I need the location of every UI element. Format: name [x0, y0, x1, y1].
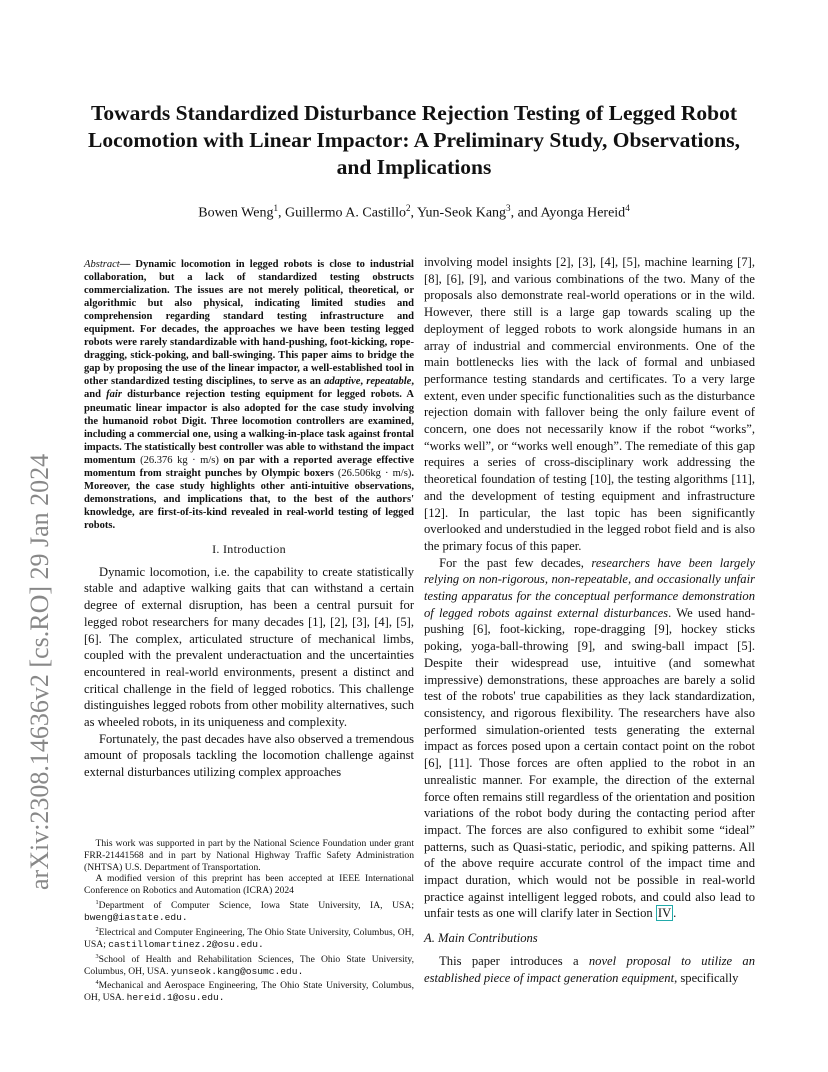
- author-list: Bowen Weng$^1$, Guillermo A. Castillo$^2$, Yun-Seok Kang$^3$, and Ayonga Hereid$^4$: [198, 203, 630, 221]
- affiliation-mark: 3: [506, 203, 511, 213]
- section-iv-link[interactable]: IV: [657, 906, 672, 921]
- right-paragraph-2: For the past few decades, researchers have been largely relying on non-rigorous, non-repeatable, and occasionally unfair testing apparatus for the conceptual performance demonstration of legged robots against external disturbances. We used hand-pushing [6], foot-kicking, rope-dragging [9], hockey sticks poking, yoga-ball-throwing [9], and swing-ball impact [5]. Despite their widespread use, intuitive (and somewhat impressive) demonstrations, these approaches are barely a solid test of the robots' true capabilities as they lack standardization, consistency, and rigorous flexibility. The researchers have also performed simulation-oriented tests generating the external impact as forces posed upon a certain contact point on the robot [6], [11]. Those forces are often applied to the robot in an unrealistic manner. For example, the direction of the external force often remains still regardless of the orientation and position variations of the robot body during the contacting period after impact. The forces are also configured to exhibit some “ideal” patterns, such as Quasi-static, periodic, and spiking patterns. All of the above require accurate control of the impact time and impact duration, which would not be possible in real-world practice against intelligent legged robots, and could also lead to unfair tests as one will clarify later in Section IV .: [424, 555, 756, 921]
- footnote-affiliation-3: $^3$School of Health and Rehabilitation Sciences, The Ohio State University, Columbus, OH, USA. yunseok.kang@osumc.edu.: [84, 952, 414, 977]
- abstract-label: Abstract: [84, 259, 120, 270]
- footnote-preprint: A modified version of this preprint has been accepted at IEEE International Conference on Robotics and Automation (ICRA) 2024: [84, 873, 414, 897]
- left-column: [84, 258, 414, 781]
- footnotes: [84, 838, 414, 1004]
- affiliation-mark: 4: [625, 203, 630, 213]
- intro-paragraph-1: Dynamic locomotion, i.e. the capability to create statistically stable and adaptive walking gaits that can withstand a certain degree of external disruption, has been a central pursuit for legged robot researchers for many decades [1], [2], [3], [4], [5], [6]. The complex, articulated structure of mechanical limbs, coupled with the prevalent underactuation and the uncertainties encountered in real-world environments, present a distinct and critical challenge in the field of legged robotics. This challenge distinguishes legged robots from other mobility alternatives, such as wheeled robots, in its uniqueness and complexity.: [84, 564, 414, 730]
- abstract: Abstract— Dynamic locomotion in legged robots is close to industrial collaboration, but a lack of standardized testing obstructs commercialization. The issues are not merely political, theoretical, or algorithmic but also physical, indicating limited studies and comprehension regarding standard testing infrastructure and equipment. For decades, the approaches we have been testing legged robots were rarely standardizable with hand-pushing, foot-kicking, rope-dragging, stick-poking, and ball-swinging. This paper aims to bridge the gap by proposing the use of the linear impactor, a well-established tool in other standardized testing disciplines, to serve as an adaptive, repeatable, and fair disturbance rejection testing equipment for legged robots. A pneumatic linear impactor is also adopted for the case study involving the humanoid robot Digit. Three locomotion controllers are examined, including a commercial one, using a walking-in-place task against frontal impacts. The statistically best controller was able to withstand the impact momentum (26.376 kg · m/s) on par with a reported average effective momentum from straight punches by Olympic boxers (26.506kg · m/s). Moreover, the case study highlights other anti-intuitive observations, demonstrations, and implications that, to the best of the authors' knowledge, are first-of-its-kind revealed in real-world testing of legged robots.: [84, 259, 414, 531]
- footnote-affiliation-2: $^2$Electrical and Computer Engineering, The Ohio State University, Columbus, OH, USA; castillomartinez.2@osu.edu.: [84, 925, 414, 950]
- author-name: Bowen Weng: [198, 205, 274, 221]
- right-column: [424, 254, 755, 986]
- intro-paragraph-2: Fortunately, the past decades have also observed a tremendous amount of proposals tackling the locomotion challenge against external disturbances utilizing complex approaches: [84, 731, 414, 780]
- arxiv-stamp: arXiv:2308.14636v2 [cs.RO] 29 Jan 2024: [25, 453, 54, 890]
- author-name: Guillermo A. Castillo: [285, 205, 406, 221]
- arxiv-stamp-area: [20, 290, 60, 890]
- footnote-funding: This work was supported in part by the National Science Foundation under grant FRR-21441568 and in part by National Highway Traffic Safety Administration (NHTSA) U.S. Department of Transportation.: [84, 838, 414, 873]
- footnote-affiliation-1: $^1$Department of Computer Science, Iowa State University, IA, USA; bweng@iastate.edu.: [84, 898, 414, 923]
- footnote-affiliation-4: $^4$Mechanical and Aerospace Engineering, The Ohio State University, Columbus, OH, USA. hereid.1@osu.edu.: [84, 979, 414, 1004]
- affiliation-mark: 2: [405, 203, 411, 213]
- right-paragraph-3: This paper introduces a novel proposal to utilize an established piece of impact generation equipment, specifically: [424, 953, 755, 985]
- author-name: Yun-Seok Kang: [417, 205, 507, 221]
- section-heading-introduction: I. Introduction: [212, 541, 286, 556]
- author-name: Ayonga Hereid: [540, 205, 626, 221]
- subsection-heading-main-contributions: A. Main Contributions: [424, 931, 538, 946]
- paper-title: Towards Standardized Disturbance Rejection Testing of Legged Robot Locomotion with Linear Impactor: A Preliminary Study, Observations, and Implications: [88, 101, 740, 179]
- affiliation-mark: 1: [273, 203, 279, 213]
- right-paragraph-1: involving model insights [2], [3], [4], [5], machine learning [7], [8], [6], [9], and various combinations of the two. Many of the proposals also demonstrate real-world operations or in the wild. However, there still is a large gap towards scaling up the deployment of legged robots to work alongside humans in an array of industrial and commercial environments. One of the main bottlenecks lies with the lack of formal and unbiased performance testing standards and certificates. To a very large extent, even under specific functionalities such as the disturbance rejection domain with fallover being the only failure event of concern, one does not necessarily know if the robot “works”, “works well”, or “works well enough”. The remediate of this gap requires a series of cross-disciplinary work addressing the theoretical foundation of testing [10], the testing algorithms [11], and the development of testing equipment and infrastructure [12]. In particular, the last topic has been significantly overlooked and understudied in the legged robot field and is also the primary focus of this paper.: [424, 255, 755, 553]
